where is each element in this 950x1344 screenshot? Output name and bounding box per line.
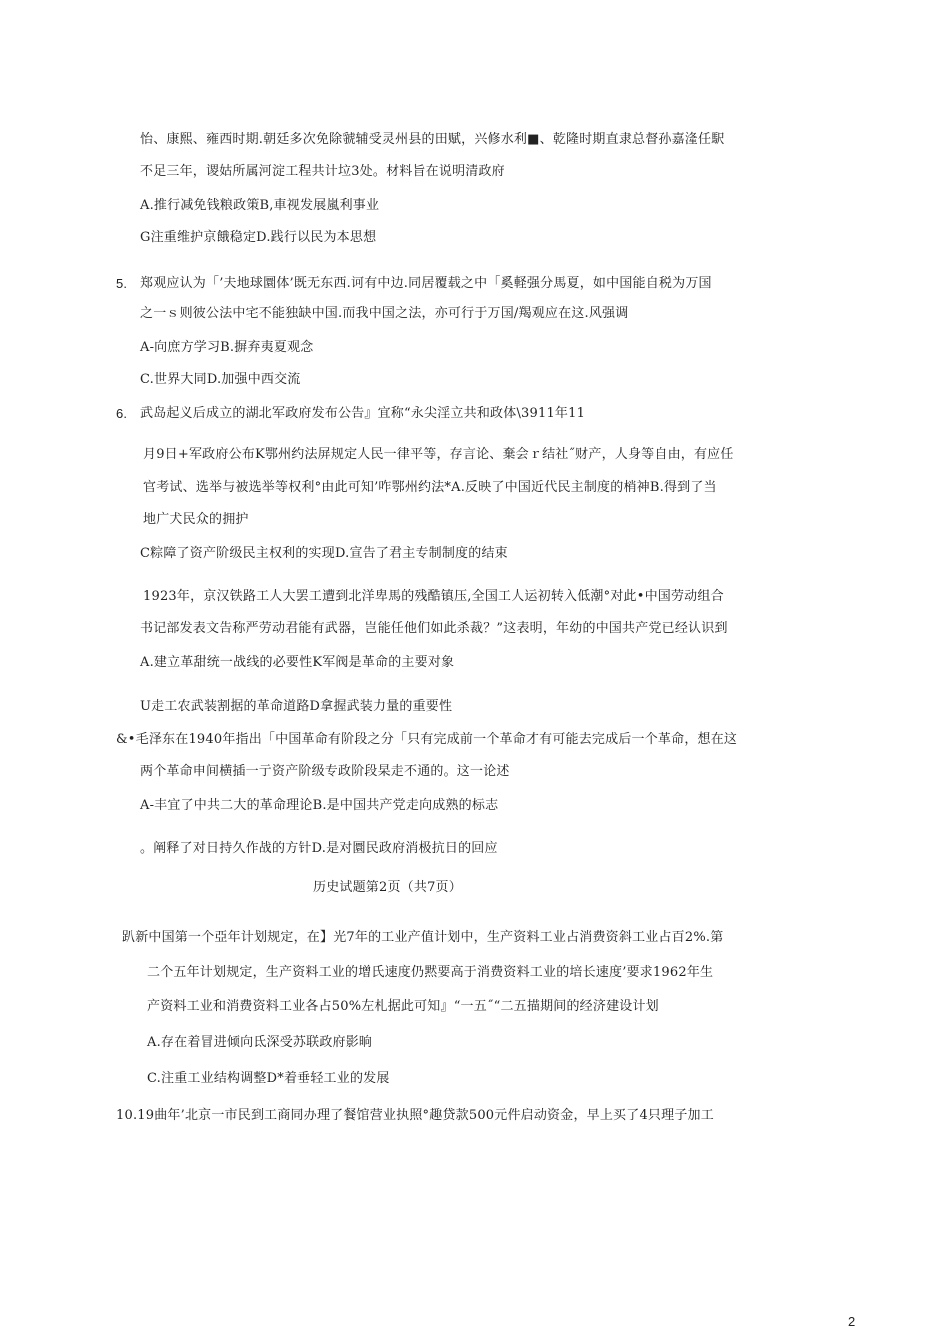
question-8-text-line-2: 两个革命申间横插一亍资产阶级专政阶段杲走不通的。这一论述 [140, 764, 510, 779]
question-8-options-cd: 。阐释了对日持久作战的方针D.是对圜民政府消极抗日的回应 [140, 841, 498, 856]
question-5-text-line-1: 郑观应认为「’夫地球圜体’既无东西.诃有中边.同居覆载之中「奚軽强分馬夏，如中国能自税为万国 [140, 276, 712, 291]
question-9-text-line-1: 趴新中国第一个亞年计划规定，在】光7年的工业产值计划中，生产资料工业占消费资斜工业占百2%.第 [122, 930, 724, 945]
question-6-text-line-2: 月9日+军政府公布K鄂州约法屏规定人民一律平等，存言论、棄会ｒ结社˝财产，人身等自由，有应任 [143, 447, 734, 462]
question-6-options-cd: C粽障了资产阶级民主权利的实现D.宣告了君主专制制度的结束 [140, 546, 508, 561]
question-4-text-line-2: 不足三年，谡姑所属河淀工程共计垃3处。材料旨在说明清政府 [140, 164, 505, 179]
question-5-number: 5. [116, 276, 128, 291]
question-4-text-line-1: 怡、康熙、雍西时期.朝廷多次免除虢辅受灵州县的田赋，兴修水利■、乾隆时期直隶总督孙嘉湰任駅 [140, 132, 725, 147]
question-6-number: 6. [116, 406, 128, 421]
question-9-options-cd: C.注重工业结构调整D*着垂轻工业的发展 [147, 1071, 390, 1086]
question-4-options-cd: G注重维护京餓稳定D.践行以民为本思想 [140, 230, 377, 245]
question-9-options-ab: A.存在着冒进倾向氐深受苏联政府影晌 [147, 1035, 373, 1050]
question-6-text-line-4: 地广犬民众的拥护 [143, 512, 249, 527]
question-7-options-cd: U走工农武装割据的革命道路D拿握武装力量的重要性 [140, 699, 453, 714]
question-5-options-ab: A-向庶方学习B.摒弃夷夏观念 [140, 340, 314, 355]
question-8-options-ab: A-丰宜了中共二大的革命理论B.是中国共产党走向成熟的标志 [140, 798, 499, 813]
question-7-text-line-2: 书记部发表文告称严劳动君能有武器，岂能任他们如此杀裁？”这表明，年幼的中国共产党已经认识到 [140, 621, 728, 636]
page-footer: 历史试题第2页（共7页） [313, 880, 462, 895]
question-9-text-line-3: 产资料工业和消费资料工业各占50%左札据此可知』“一五˝“二五描期间的经济建设计划 [147, 999, 659, 1014]
question-7-text-line-1: 1923年，京汉铁路工人大罢工遭到北洋卑馬的残酷镇压,全国工人运初转入低潮°对此•中国劳动组合 [143, 589, 724, 604]
question-5-options-cd: C.世界大同D.加强中西交流 [140, 372, 301, 387]
question-6-text-line-1: 武岛起义后成立的湖北军政府发布公告』宜称“永尖淫立共和政体\3911年11 [140, 406, 586, 421]
question-9-text-line-2: 二个五年计划规定，生产资料工业的增氏速度仍黙要高于消费资料工业的培长速度’要求1962年生 [147, 965, 714, 980]
page-number: 2 [848, 1314, 856, 1329]
question-5-text-line-2: 之一ｓ则彼公法中宅不能独缺中国.而我中国之法，亦可行于万国/羯观应在这.风强调 [140, 306, 629, 321]
question-10-text-line-1: 10.19曲年’北京一市民到工商同办理了餐馆营业执照°趣贷款500元件启动资金，早上买了4只理子加工 [116, 1108, 714, 1123]
question-8-text-line-1: &•毛泽东在1940年指出「中国革命有阶段之分「只有完成前一个革命才有可能去完成后一个革命，想在这 [116, 732, 738, 747]
question-7-options-ab: A.建立革甜统一战线的必要性K军阀是革命的主要对象 [140, 655, 455, 670]
question-6-text-line-3: 官考试、选举与被选举等权利°由此可知’咋鄂州约法*A.反映了中国近代民主制度的梢神B.得到了当 [143, 480, 717, 495]
question-4-options-ab: A.推行减免钱粮政策B,車视发展嵐利事业 [140, 198, 380, 213]
